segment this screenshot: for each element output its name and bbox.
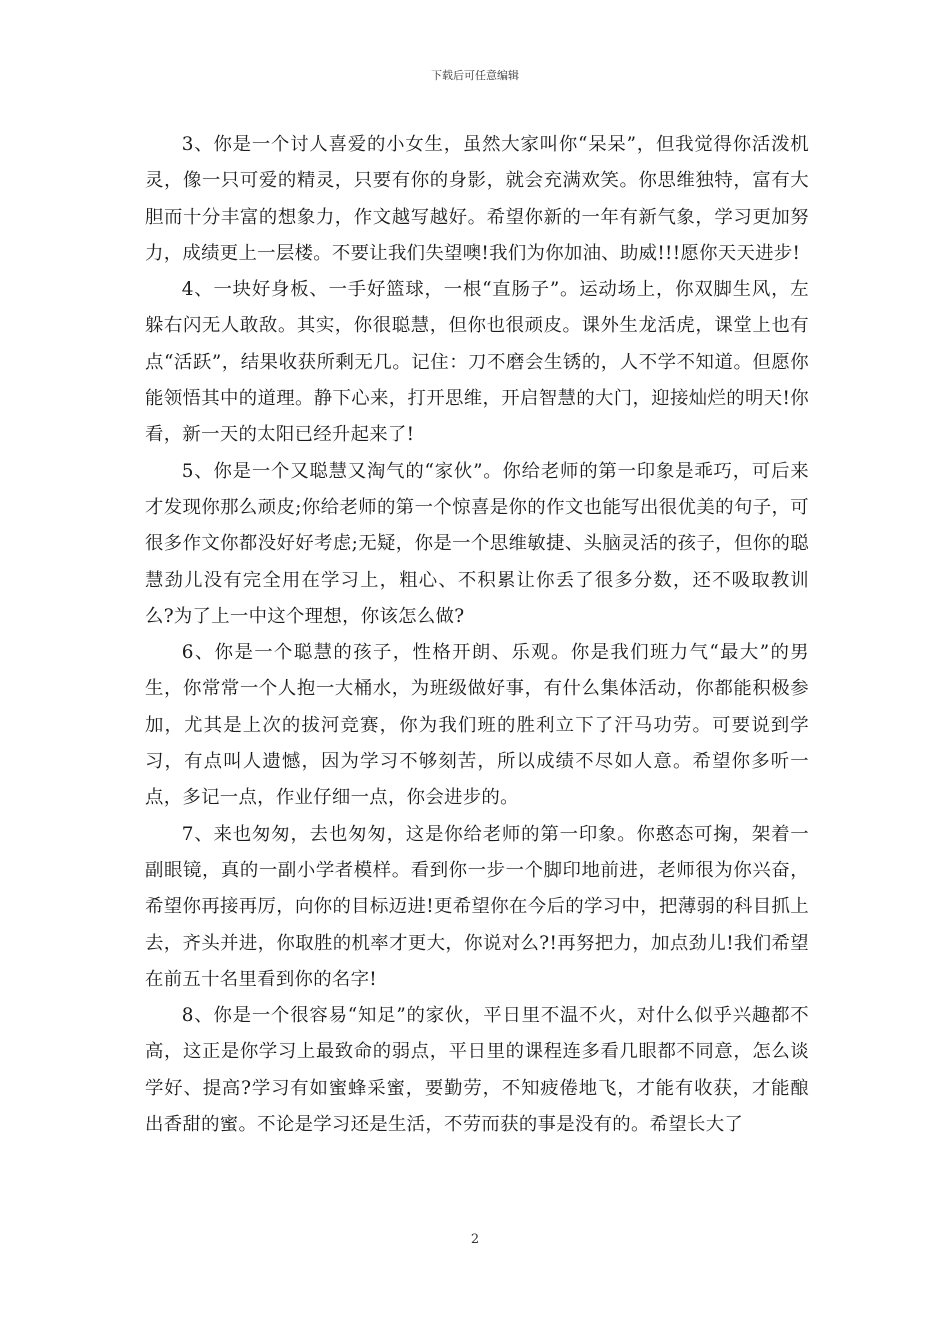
page-header: 下载后可任意编辑 [431, 69, 519, 82]
document-body [145, 127, 809, 1143]
paragraph-4: 4、一块好身板、一手好篮球，一根“直肠子”。运动场上，你双脚生风，左躲右闪无人敢敌。其实，你很聪慧，但你也很顽皮。课外生龙活虎，课堂上也有点“活跃”，结果收获所剩无几。记住：刀不磨会生锈的，人不学不知道。但愿你能领悟其中的道理。静下心来，打开思维，开启智慧的大门，迎接灿烂的明天!你看，新一天的太阳已经升起来了! [145, 279, 809, 446]
paragraph-7: 7、来也匆匆，去也匆匆，这是你给老师的第一印象。你憨态可掬，架着一副眼镜，真的一副小学者模样。看到你一步一个脚印地前进，老师很为你兴奋，希望你再接再厉，向你的目标迈进!更希望你在今后的学习中，把薄弱的科目抓上去，齐头并进，你取胜的机率才更大，你说对么?!再努把力，加点劲儿!我们希望在前五十名里看到你的名字! [145, 823, 809, 990]
paragraph-5: 5、你是一个又聪慧又淘气的“家伙”。你给老师的第一印象是乖巧，可后来才发现你那么顽皮;你给老师的第一个惊喜是你的作文也能写出很优美的句子，可很多作文你都没好好考虑;无疑，你是一个思维敏捷、头脑灵活的孩子，但你的聪慧劲儿没有完全用在学习上，粗心、不积累让你丢了很多分数，还不吸取教训么?为了上一中这个理想，你该怎么做? [145, 460, 809, 627]
page-number: 2 [470, 1232, 480, 1247]
paragraph-8: 8、你是一个很容易“知足”的家伙，平日里不温不火，对什么似乎兴趣都不高，这正是你学习上最致命的弱点，平日里的课程连多看几眼都不同意，怎么谈学好、提高?学习有如蜜蜂采蜜，要勤劳，不知疲倦地飞，才能有收获，才能酿出香甜的蜜。不论是学习还是生活，不劳而获的事是没有的。希望长大了 [145, 1005, 809, 1136]
paragraph-3: 3、你是一个讨人喜爱的小女生，虽然大家叫你“呆呆”，但我觉得你活泼机灵，像一只可爱的精灵，只要有你的身影，就会充满欢笑。你思维独特，富有大胆而十分丰富的想象力，作文越写越好。希望你新的一年有新气象，学习更加努力，成绩更上一层楼。不要让我们失望噢!我们为你加油、助威!!!愿你天天进步! [145, 134, 809, 264]
paragraph-6: 6、你是一个聪慧的孩子，性格开朗、乐观。你是我们班力气“最大”的男生，你常常一个人抱一大桶水，为班级做好事，有什么集体活动，你都能积极参加，尤其是上次的拔河竞赛，你为我们班的胜利立下了汗马功劳。可要说到学习，有点叫人遗憾，因为学习不够刻苦，所以成绩不尽如人意。希望你多听一点，多记一点，作业仔细一点，你会进步的。 [145, 642, 809, 809]
